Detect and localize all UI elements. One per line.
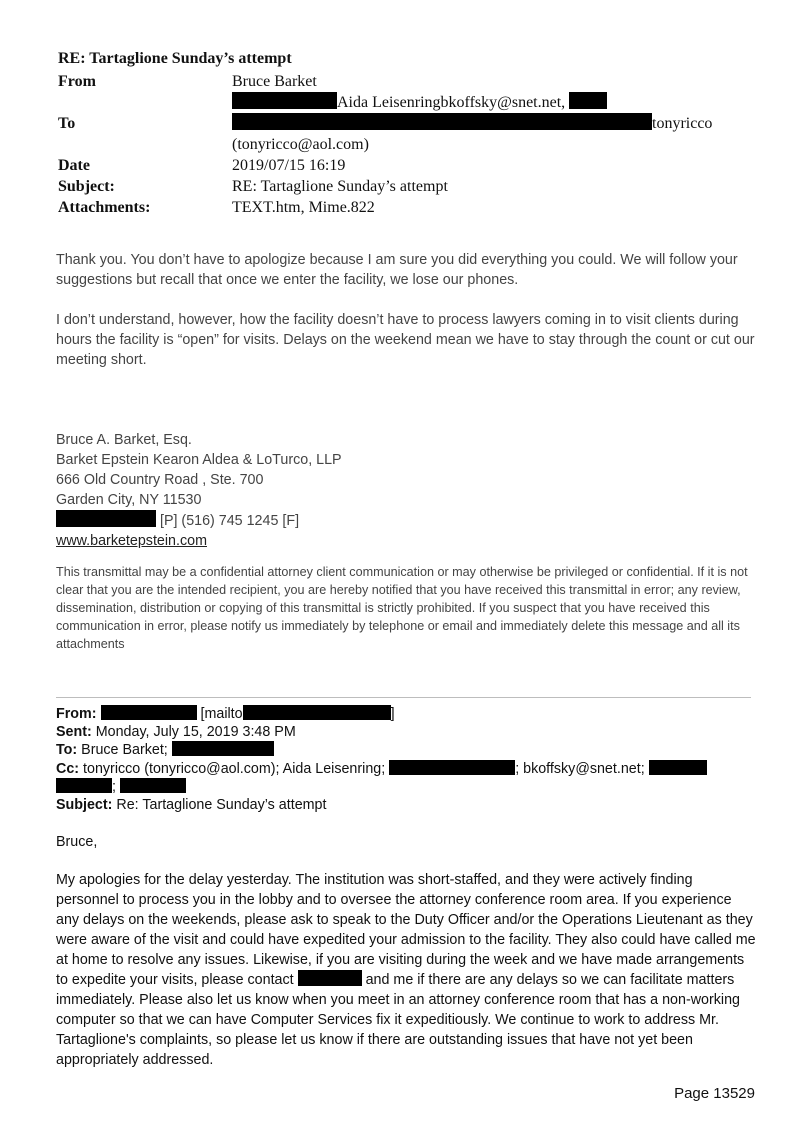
signature-block	[56, 430, 456, 551]
forwarded-header	[56, 705, 756, 814]
redaction-box	[298, 970, 362, 986]
signature-phones-row	[56, 510, 456, 531]
signature-address2: Garden City, NY 11530	[56, 492, 202, 508]
to-row	[58, 92, 738, 155]
redaction-box	[56, 510, 156, 527]
attachments-row	[58, 197, 738, 218]
fwd-to-label: To:	[56, 742, 78, 758]
from-value: Bruce Barket	[232, 73, 317, 90]
fwd-to-value: Bruce Barket;	[81, 742, 168, 758]
fwd-cc-value-b: ; bkoffsky@snet.net;	[515, 760, 645, 777]
redaction-box	[389, 760, 515, 775]
subject-value: RE: Tartaglione Sunday’s attempt	[232, 178, 448, 195]
fwd-cc-row	[56, 760, 756, 779]
fwd-cc-separator: ;	[112, 779, 116, 795]
redaction-box	[232, 92, 337, 109]
fwd-from-label: From:	[56, 706, 97, 722]
redaction-box	[56, 778, 112, 793]
redaction-box	[232, 113, 652, 130]
to-label: To	[58, 115, 76, 132]
email-header	[58, 50, 738, 218]
email-title: RE: Tartaglione Sunday’s attempt	[58, 50, 292, 67]
attachments-value: TEXT.htm, Mime.822	[232, 199, 375, 216]
subject-row	[58, 176, 738, 197]
fwd-subject-value: Re: Tartaglione Sunday’s attempt	[116, 796, 327, 813]
reply-body	[56, 250, 756, 390]
redaction-box	[101, 705, 197, 720]
fwd-subject-row	[56, 797, 756, 815]
website-link[interactable]: www.barketepstein.com	[56, 533, 207, 549]
fwd-sent-row	[56, 724, 756, 742]
message-text-b: and me if there are any delays so we can facilitate matters immediately. Please also let us know when you meet in an attorney conference room that has a non-working computer so that we can have Computer Services fix it expeditiously. We continue to work to address Mr. Tartaglione's complaints, so please let us know if there are outstanding issues that have not yet been appropriately addressed.	[56, 972, 740, 1068]
confidentiality-disclaimer: This transmittal may be a confidential attorney client communication or may otherwise be privileged or confidential. If it is not clear that you are the intended recipient, you are hereby notified that you have received this transmittal in error; any review, dissemination, distribution or copying of this transmittal is strictly prohibited. If you suspect that you have received this communication in error, please notify us immediately by telephone or email and immediately delete this message and all its attachments	[56, 565, 748, 651]
redaction-box	[649, 760, 707, 775]
fwd-sent-label: Sent:	[56, 723, 92, 740]
reply-paragraph-2: I don’t understand, however, how the facility doesn’t have to process lawyers coming in to visit clients during hours the facility is “open” for visits. Delays on the weekend mean we have to stay through the count or cut our meeting short.	[56, 312, 755, 368]
message-body	[56, 832, 756, 1088]
to-line2: tonyricco	[652, 115, 713, 132]
page-number: Page 13529	[674, 1085, 755, 1102]
signature-name: Bruce A. Barket, Esq.	[56, 432, 192, 448]
to-value	[232, 92, 738, 155]
redaction-box	[172, 741, 274, 756]
to-line1: Aida Leisenringbkoffsky@snet.net,	[337, 94, 566, 111]
fwd-to-row	[56, 741, 756, 760]
message-greeting: Bruce,	[56, 834, 98, 850]
fwd-sent-value: Monday, July 15, 2019 3:48 PM	[95, 723, 296, 740]
from-row	[58, 71, 738, 92]
date-label: Date	[58, 157, 90, 174]
date-value: 2019/07/15 16:19	[232, 157, 346, 174]
redaction-box	[120, 778, 186, 793]
divider	[56, 697, 751, 698]
fwd-cc-value-a: tonyricco (tonyricco@aol.com); Aida Leisenring;	[83, 760, 386, 777]
message-paragraph	[56, 870, 756, 1070]
signature-address1: 666 Old Country Road , Ste. 700	[56, 472, 264, 488]
fwd-mailto-close: ]	[390, 706, 395, 722]
signature-firm: Barket Epstein Kearon Aldea & LoTurco, LLP	[56, 452, 342, 468]
fwd-from-row	[56, 705, 756, 724]
reply-paragraph-1: Thank you. You don’t have to apologize because I am sure you did everything you could. We will follow your suggestions but recall that once we enter the facility, we lose our phones.	[56, 252, 738, 288]
fwd-subject-label: Subject:	[56, 796, 113, 813]
message-text-a: My apologies for the delay yesterday. The institution was short-staffed, and they were actively finding personnel to process you in the lobby and to oversee the attorney conference room area. If you experience any delays on the weekends, please ask to speak to the Duty Officer and/or the Operations Lieutenant as they were aware of the visit and could have expedited your admission to the facility. They also could have called me at home to resolve any issues. Likewise, if you are visiting during the week and we have made arrangements to expedite your visits, please contact	[56, 872, 756, 988]
from-label: From	[58, 73, 96, 90]
fwd-cc-label: Cc:	[56, 760, 80, 777]
fwd-mailto: [mailto	[200, 706, 243, 722]
subject-label: Subject:	[58, 178, 115, 195]
redaction-box	[569, 92, 607, 109]
signature-phones: [P] (516) 745 1245 [F]	[159, 513, 300, 529]
redaction-box	[243, 705, 391, 720]
date-row	[58, 155, 738, 176]
attachments-label: Attachments:	[58, 199, 151, 216]
to-line3: (tonyricco@aol.com)	[232, 136, 369, 153]
fwd-cc-row-2	[56, 778, 756, 797]
